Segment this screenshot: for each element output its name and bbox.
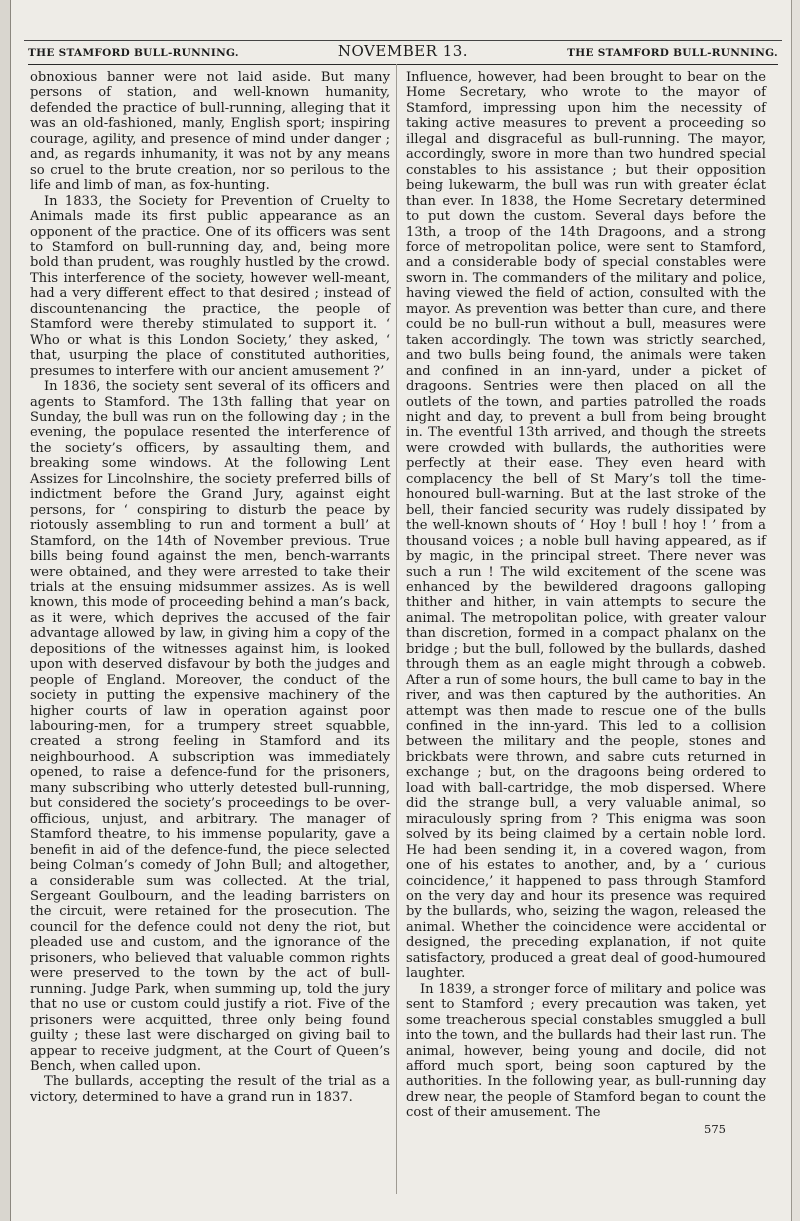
running-header xyxy=(28,42,778,65)
header-right: THE STAMFORD BULL-RUNNING. xyxy=(567,47,778,59)
header-left: THE STAMFORD BULL-RUNNING. xyxy=(28,47,239,59)
left-column xyxy=(30,70,390,1105)
page-edge-right xyxy=(791,0,800,1221)
column-divider xyxy=(396,64,397,1194)
page-number: 575 xyxy=(704,1121,726,1136)
header-date: NOVEMBER 13. xyxy=(337,42,469,60)
paragraph: In 1833, the Society for Prevention of Cruelty to Animals made its first public appearance as an opponent of the practice. One of its officers was sent to Stamford on bull-running day, and, being more bold than prudent, was roughly hustled by the crowd. This interference of the society, however well-meant, had a very different effect to that desired ; instead of discountenancing the practice, the people of Stamford were thereby stimulated to support it. ‘ Who or what is this London Society,’ they asked, ‘ that, usurping the place of constituted authorities, presumes to interfere with our ancient amusement ?’ xyxy=(30,193,390,379)
page-edge-left xyxy=(0,0,11,1221)
paragraph: The bullards, accepting the result of the trial as a victory, determined to have a grand run in 1837. xyxy=(30,1074,390,1105)
paragraph: obnoxious banner were not laid aside. But many persons of station, and well-known humanity, defended the practice of bull-running, alleging that it was an old-fashioned, manly, English sport; inspiring courage, agility, and presence of mind under danger ; and, as regards inhumanity, it was not by any means so cruel to the brute creation, nor so perilous to the life and limb of man, as fox-hunting. xyxy=(30,70,390,194)
right-column xyxy=(406,70,766,1137)
paragraph: Influence, however, had been brought to bear on the Home Secretary, who wrote to the mayor of Stamford, impressing upon him the necessity of taking active measures to prevent a proceeding so illegal and disgraceful as bull-running. The mayor, accordingly, swore in more than two hundred special constables to his assistance ; but their opposition being lukewarm, the bull was run with greater éclat than ever. In 1838, the Home Secretary determined to put down the custom. Several days before the 13th, a troop of the 14th Dragoons, and a strong force of metropolitan police, were sent to Stamford, and a considerable body of special constables were sworn in. The commanders of the military and police, having viewed the field of action, consulted with the mayor. As prevention was better than cure, and there could be no bull-run without a bull, measures were taken accordingly. The town was strictly searched, and two bulls being found, the animals were taken and confined in an inn-yard, under a picket of dragoons. Sentries were then placed on all the outlets of the town, and parties patrolled the roads night and day, to prevent a bull from being brought in. The eventful 13th arrived, and though the streets were crowded with bullards, the authorities were perfectly at their ease. They even heard with complacency the bell of St Mary’s toll the time-honoured bull-warning. But at the last stroke of the bell, their fancied security was rudely dissipated by the well-known shouts of ‘ Hoy ! bull ! hoy ! ’ from a thousand voices ; a noble bull having appeared, as if by magic, in the principal street. There never was such a run ! The wild excitement of the scene was enhanced by the bewildered dragoons galloping thither and hither, in vain attempts to secure the animal. The metropolitan police, with greater valour than discretion, formed in a compact phalanx on the bridge ; but the bull, followed by the bullards, dashed through them as an eagle might through a cobweb. After a run of some hours, the bull came to bay in the river, and was then captured by the authorities. An attempt was then made to rescue one of the bulls confined in the inn-yard. This led to a collision between the military and the people, stones and brickbats were thrown, and sabre cuts returned in exchange ; but, on the dragoons being ordered to load with ball-cartridge, the mob dispersed. Where did the strange bull, a very valuable animal, so miraculously spring from ? This enigma was soon solved by its being claimed by a certain noble lord. He had been sending it, in a covered wagon, from one of his estates to another, and, by a ‘ curious coincidence,’ it happened to pass through Stamford on the very day and hour its presence was required by the bullards, who, seizing the wagon, released the animal. Whether the coincidence were accidental or designed, the preceding explanation, if not quite satisfactory, produced a great deal of good-humoured laughter. xyxy=(406,70,766,982)
top-rule xyxy=(24,40,782,41)
paragraph: In 1839, a stronger force of military and police was sent to Stamford ; every precaution was taken, yet some treacherous special constables smuggled a bull into the town, and the bullards had their last run. The animal, however, being young and docile, did not afford much sport, being soon captured by the authorities. In the following year, as bull-running day drew near, the people of Stamford began to count the cost of their amusement. The xyxy=(406,981,766,1121)
paragraph: In 1836, the society sent several of its officers and agents to Stamford. The 13th falling that year on Sunday, the bull was run on the following day ; in the evening, the populace resented the interference of the society’s officers, by assaulting them, and breaking some windows. At the following Lent Assizes for Lincolnshire, the society preferred bills of indictment before the Grand Jury, against eight persons, for ‘ conspiring to disturb the peace by riotously assembling to run and torment a bull’ at Stamford, on the 14th of November previous. True bills being found against the men, bench-warrants were obtained, and they were arrested to take their trials at the ensuing midsummer assizes. As is well known, this mode of proceeding behind a man’s back, as it were, which deprives the accused of the fair advantage allowed by law, in giving him a copy of the depositions of the witnesses against him, is looked upon with deserved disfavour by both the judges and people of England. Moreover, the conduct of the society in putting the expensive machinery of the higher courts of law in operation against poor labouring-men, for a trumpery street squabble, created a strong feeling in Stamford and its neighbourhood. A subscription was immediately opened, to raise a defence-fund for the prisoners, many subscribing who utterly detested bull-running, but considered the society’s proceedings to be over-officious, unjust, and arbitrary. The manager of Stamford theatre, to his immense popularity, gave a benefit in aid of the defence-fund, the piece selected being Colman’s comedy of John Bull; and altogether, a considerable sum was collected. At the trial, Sergeant Goulbourn, and the leading barristers on the circuit, were retained for the prosecution. The council for the defence could not deny the riot, but pleaded use and custom, and the ignorance of the prisoners, who believed that valuable common rights were preserved to the town by the act of bull-running. Judge Park, when summing up, told the jury that no use or custom could justify a riot. Five of the prisoners were acquitted, three only being found guilty ; these last were discharged on giving bail to appear to receive judgment, at the Court of Queen’s Bench, when called upon. xyxy=(30,379,390,1074)
